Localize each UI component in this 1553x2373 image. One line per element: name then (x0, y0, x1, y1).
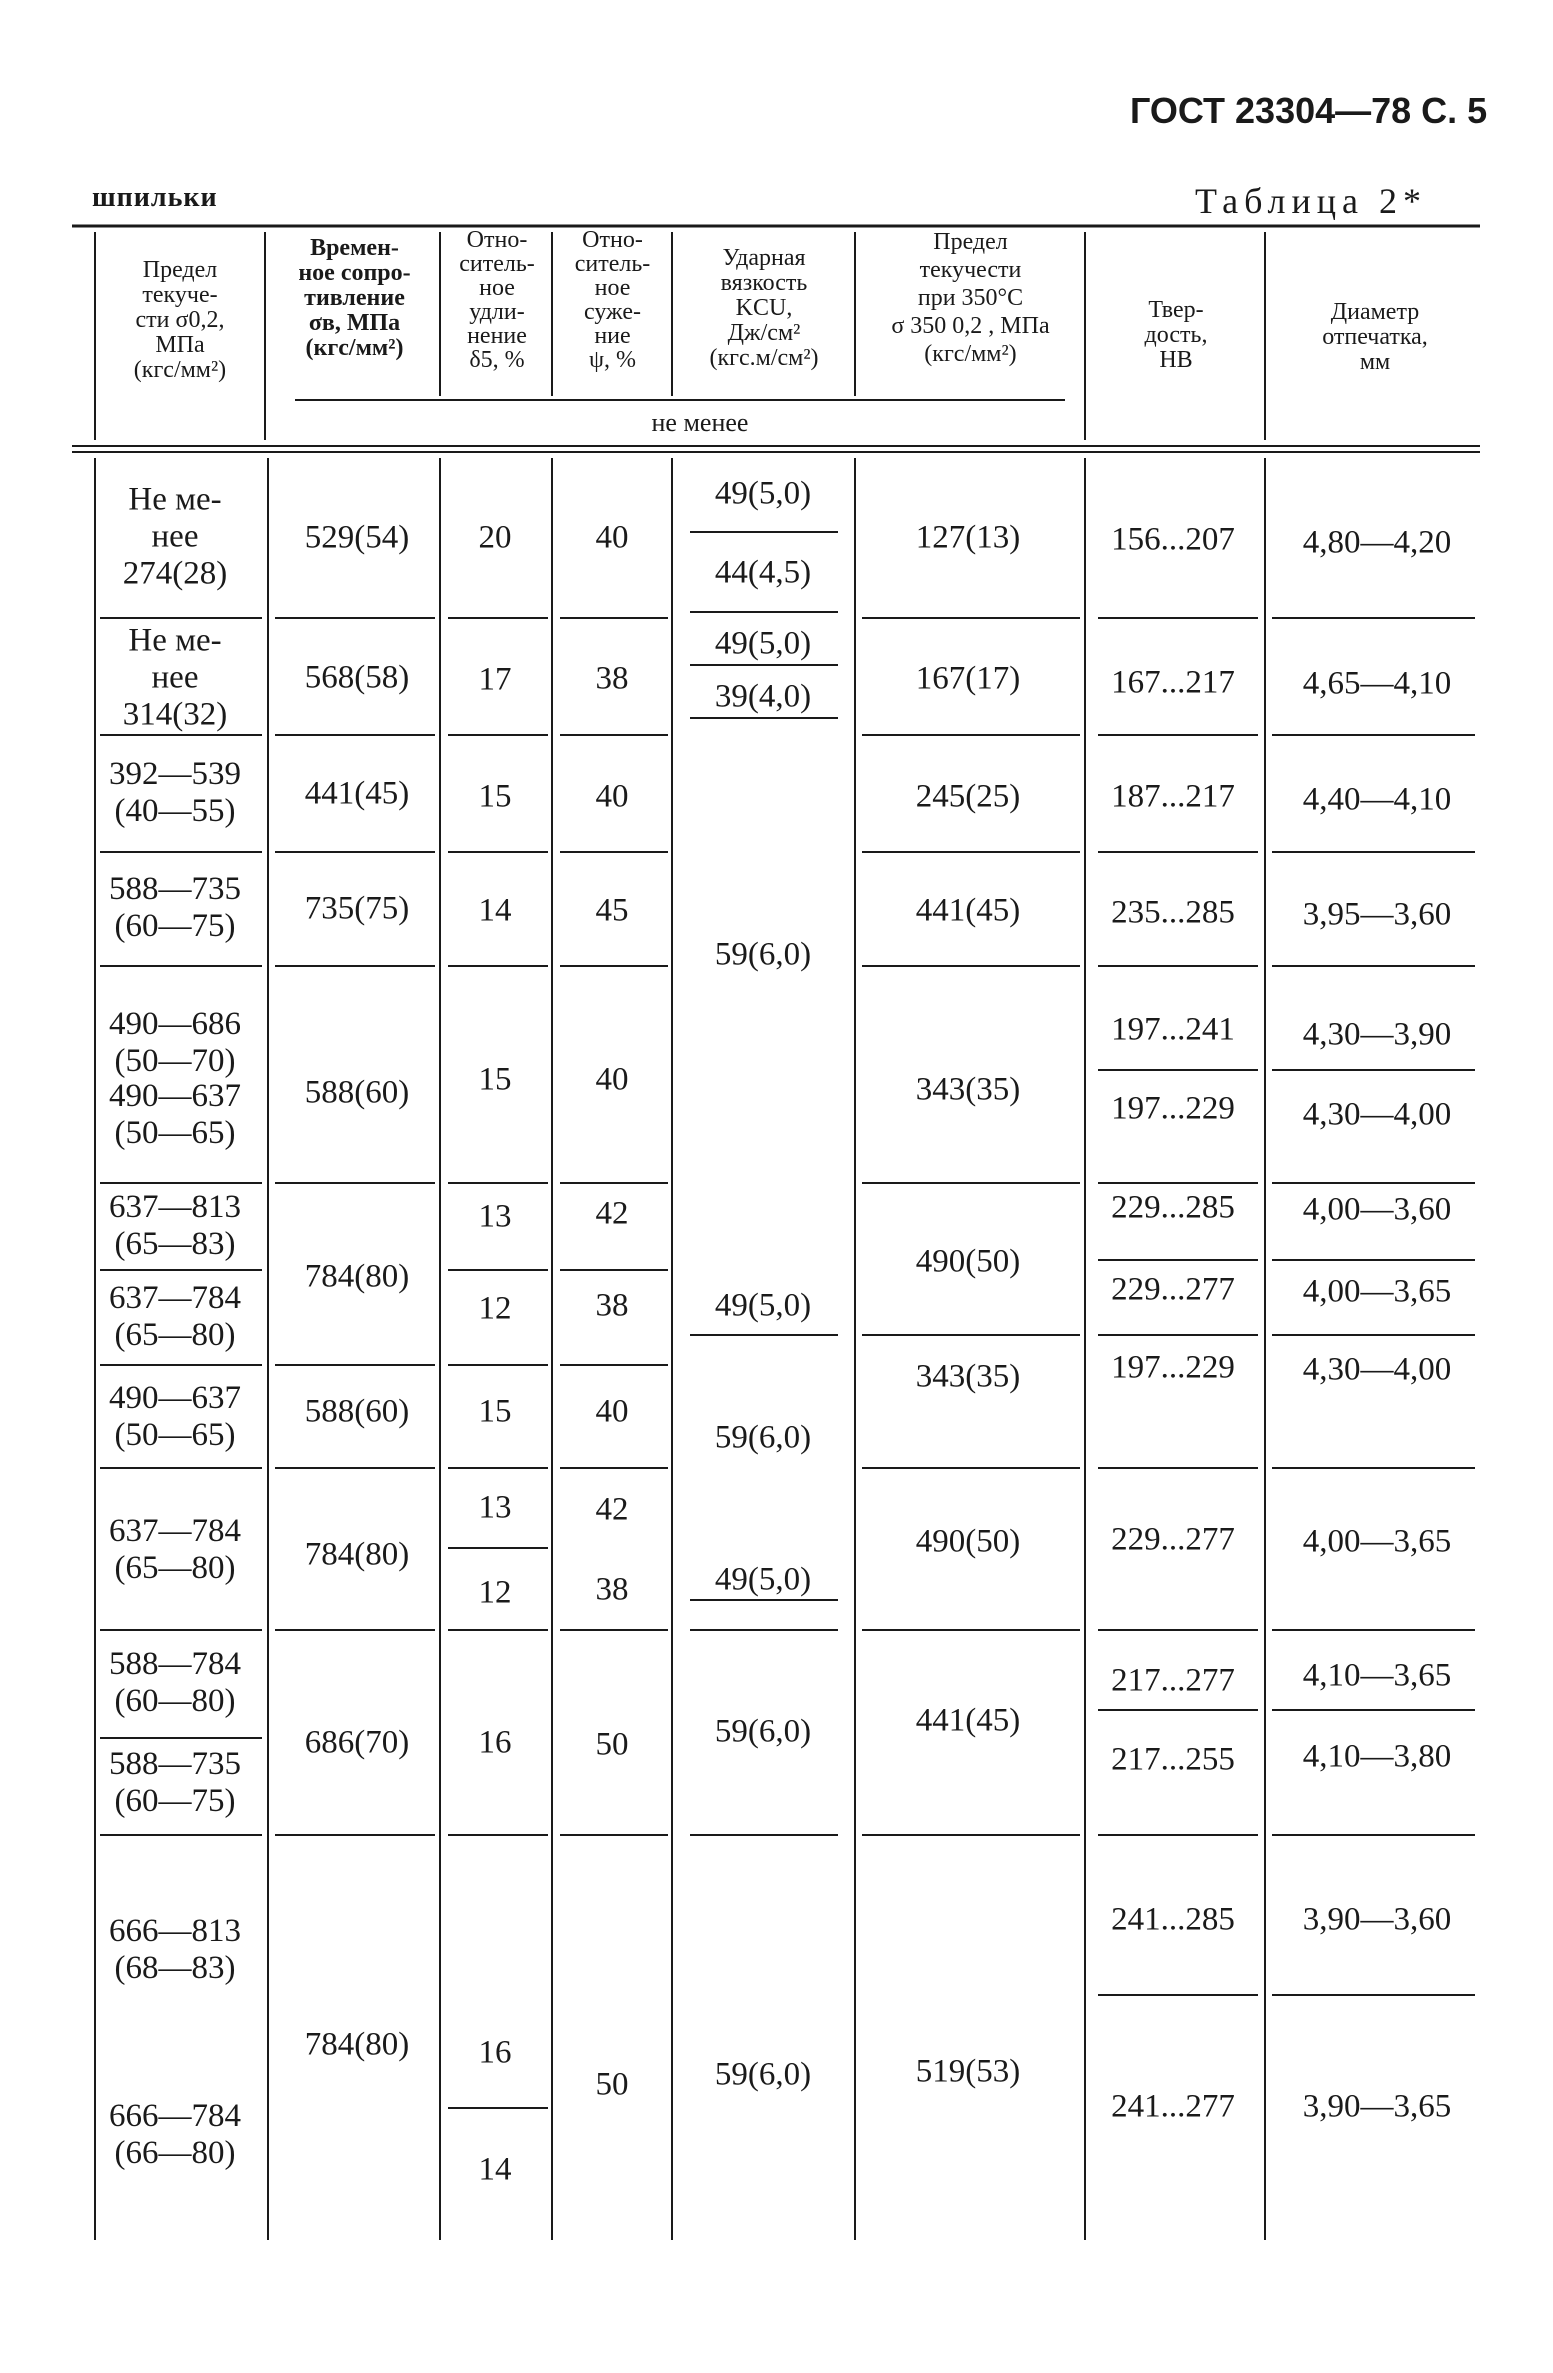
reduction-cell: 42 (595, 1195, 629, 1232)
cell-line: (65—83) (114, 1226, 236, 1262)
yield-cell (109, 1913, 241, 1987)
header-line: ное (594, 275, 631, 301)
reduction-cell: 40 (595, 1061, 629, 1098)
header-line: ное сопро- (298, 260, 411, 286)
header-line: Диаметр (1330, 299, 1420, 325)
cell-line: 490—686 (109, 1006, 241, 1042)
header-line: сти σ0,2, (135, 307, 225, 333)
section-label: шпильки (92, 182, 218, 213)
header-line: нение (467, 323, 527, 349)
header-line: НВ (1159, 347, 1193, 373)
cell-line: (40—55) (114, 793, 236, 829)
diameter-cell: 4,10—3,65 (1302, 1657, 1452, 1694)
elongation-cell: 14 (478, 2151, 512, 2188)
cell-line: 588—784 (109, 1646, 241, 1682)
cell-line: 392—539 (109, 756, 241, 792)
header-line: Отно- (582, 227, 643, 253)
yield350-cell: 519(53) (915, 2053, 1021, 2090)
elongation-cell: 13 (478, 1198, 512, 1235)
yield350-cell: 490(50) (915, 1523, 1021, 1560)
header-tensile (272, 236, 437, 361)
elongation-cell: 12 (478, 1574, 512, 1611)
reduction-cell: 40 (595, 519, 629, 556)
hardness-cell: 217...255 (1111, 1741, 1235, 1778)
cell-line: (65—80) (114, 1317, 236, 1353)
yield350-cell: 167(17) (915, 660, 1021, 697)
header-impact (676, 246, 852, 371)
cell-line: 637—813 (109, 1189, 241, 1225)
hardness-cell: 187...217 (1111, 778, 1235, 815)
header-line: Ударная (722, 245, 806, 271)
yield-cell (109, 1006, 241, 1080)
yield-cell (109, 756, 241, 830)
impact-cell: 49(5,0) (714, 1287, 812, 1324)
yield350-cell: 343(35) (915, 1358, 1021, 1395)
yield-cell (109, 1746, 241, 1820)
impact-cell: 49(5,0) (714, 475, 812, 512)
cell-line: (50—65) (114, 1417, 236, 1453)
cell-line: (66—80) (114, 2135, 236, 2171)
header-line: Предел (933, 229, 1008, 255)
cell-line: 637—784 (109, 1513, 241, 1549)
yield350-cell: 490(50) (915, 1243, 1021, 1280)
elongation-cell: 15 (478, 778, 512, 815)
diameter-cell: 4,65—4,10 (1302, 665, 1452, 702)
table-label: Таблица 2* (1195, 181, 1427, 221)
cell-line: 490—637 (109, 1380, 241, 1416)
header-line: отпечатка, (1322, 324, 1428, 350)
diameter-cell: 4,30—4,00 (1302, 1351, 1452, 1388)
cell-line: нее (151, 659, 199, 696)
yield-cell (123, 623, 227, 734)
diameter-cell: 3,95—3,60 (1302, 896, 1452, 933)
cell-line: (68—83) (114, 1950, 236, 1986)
hardness-cell: 167...217 (1111, 664, 1235, 701)
header-diameter (1270, 300, 1480, 375)
header-line: Времен- (310, 235, 399, 261)
cell-line: 637—784 (109, 1280, 241, 1316)
header-line: МПа (155, 332, 205, 358)
impact-cell: 44(4,5) (714, 554, 812, 591)
cell-line: 666—813 (109, 1913, 241, 1949)
header-line: тивление (304, 285, 405, 311)
tensile-cell: 784(80) (304, 2026, 410, 2063)
reduction-cell: 50 (595, 2066, 629, 2103)
cell-line: 588—735 (109, 871, 241, 907)
impact-cell: 59(6,0) (714, 1713, 812, 1750)
tensile-cell: 686(70) (304, 1724, 410, 1761)
header-line: текуче- (142, 282, 218, 308)
header-line: суже- (584, 299, 641, 325)
yield-cell (109, 1513, 241, 1587)
tensile-cell: 784(80) (304, 1258, 410, 1295)
diameter-cell: 4,40—4,10 (1302, 781, 1452, 818)
header-line: ное (479, 275, 515, 301)
hardness-cell: 217...277 (1111, 1662, 1235, 1699)
elongation-cell: 16 (478, 2034, 512, 2071)
header-yield-350 (858, 228, 1083, 368)
reduction-cell: 40 (595, 1393, 629, 1430)
reduction-cell: 38 (595, 660, 629, 697)
cell-line: 588—735 (109, 1746, 241, 1782)
cell-line: 274(28) (122, 555, 228, 592)
elongation-cell: 16 (478, 1724, 512, 1761)
header-line: Твер- (1148, 297, 1204, 323)
header-line: ситель- (574, 251, 651, 277)
yield-cell (109, 1380, 241, 1454)
yield-cell (109, 1646, 241, 1720)
hardness-cell: 197...229 (1111, 1349, 1235, 1386)
diameter-cell: 4,00—3,65 (1302, 1523, 1452, 1560)
yield-cell (109, 2098, 241, 2172)
header-line: вязкость (720, 270, 808, 296)
elongation-cell: 17 (478, 661, 512, 698)
header-line: KCU, (735, 295, 793, 321)
diameter-cell: 4,00—3,60 (1302, 1191, 1452, 1228)
reduction-cell: 45 (595, 892, 629, 929)
cell-line: Не ме- (128, 481, 222, 518)
tensile-cell: 529(54) (304, 519, 410, 556)
elongation-cell: 14 (478, 892, 512, 929)
impact-cell: 59(6,0) (714, 1419, 812, 1456)
reduction-cell: 38 (595, 1571, 629, 1608)
tensile-cell: 441(45) (304, 775, 410, 812)
diameter-cell: 3,90—3,60 (1302, 1901, 1452, 1938)
header-line: текучести (919, 257, 1022, 283)
header-line: дость, (1144, 322, 1208, 348)
header-yield (100, 258, 260, 383)
hardness-cell: 156...207 (1111, 521, 1235, 558)
hardness-cell: 229...277 (1111, 1271, 1235, 1308)
cell-line: (60—75) (114, 1783, 236, 1819)
reduction-cell: 50 (595, 1726, 629, 1763)
hardness-cell: 197...229 (1111, 1090, 1235, 1127)
cell-line: (50—65) (114, 1115, 236, 1151)
header-hardness (1090, 298, 1262, 373)
header-line: (кгс/мм²) (133, 357, 227, 383)
elongation-cell: 13 (478, 1489, 512, 1526)
diameter-cell: 3,90—3,65 (1302, 2088, 1452, 2125)
cell-line: Не ме- (128, 622, 222, 659)
impact-cell: 59(6,0) (714, 2056, 812, 2093)
hardness-cell: 229...285 (1111, 1189, 1235, 1226)
tensile-cell: 735(75) (304, 890, 410, 927)
cell-line: (65—80) (114, 1550, 236, 1586)
diameter-cell: 4,10—3,80 (1302, 1738, 1452, 1775)
header-line: σв, МПа (308, 310, 401, 336)
yield350-cell: 441(45) (915, 1702, 1021, 1739)
yield-cell (109, 1078, 241, 1152)
tensile-cell: 588(60) (304, 1393, 410, 1430)
yield350-cell: 127(13) (915, 519, 1021, 556)
reduction-cell: 40 (595, 778, 629, 815)
yield-cell (109, 1280, 241, 1354)
header-line: Предел (142, 257, 218, 283)
reduction-cell: 38 (595, 1287, 629, 1324)
cell-line: (60—80) (114, 1683, 236, 1719)
header-line: δ5, % (469, 347, 525, 373)
tensile-cell: 568(58) (304, 659, 410, 696)
header-line: (кгс/мм²) (305, 335, 404, 361)
header-line: Отно- (466, 227, 528, 253)
impact-cell: 59(6,0) (714, 936, 812, 973)
elongation-cell: 12 (478, 1290, 512, 1327)
tensile-cell: 784(80) (304, 1536, 410, 1573)
cell-line: (50—70) (114, 1043, 236, 1079)
header-line: ние (594, 323, 631, 349)
header-line: (кгс.м/см²) (709, 345, 819, 371)
diameter-cell: 4,00—3,65 (1302, 1273, 1452, 1310)
elongation-cell: 15 (478, 1061, 512, 1098)
header-line: удли- (469, 299, 525, 325)
header-line: при 350°С (917, 285, 1024, 311)
yield350-cell: 245(25) (915, 778, 1021, 815)
elongation-cell: 15 (478, 1393, 512, 1430)
hardness-cell: 241...277 (1111, 2088, 1235, 2125)
diameter-cell: 4,30—4,00 (1302, 1096, 1452, 1133)
header-line: σ 350 0,2 , МПа (891, 313, 1050, 339)
document-header: ГОСТ 23304—78 С. 5 (1130, 90, 1488, 131)
yield350-cell: 343(35) (915, 1071, 1021, 1108)
impact-cell: 49(5,0) (714, 1561, 812, 1598)
cell-line: (60—75) (114, 908, 236, 944)
header-reduction (555, 228, 670, 372)
yield-cell (109, 871, 241, 945)
diameter-cell: 4,80—4,20 (1302, 524, 1452, 561)
tensile-cell: 588(60) (304, 1074, 410, 1111)
hardness-cell: 241...285 (1111, 1901, 1235, 1938)
header-line: мм (1359, 349, 1391, 375)
hardness-cell: 229...277 (1111, 1521, 1235, 1558)
hardness-cell: 197...241 (1111, 1011, 1235, 1048)
cell-line: 666—784 (109, 2098, 241, 2134)
hardness-cell: 235...285 (1111, 894, 1235, 931)
header-elongation (443, 228, 551, 372)
header-not-less: не менее (651, 408, 749, 437)
impact-cell: 39(4,0) (714, 678, 812, 715)
cell-line: 490—637 (109, 1078, 241, 1114)
reduction-cell: 42 (595, 1491, 629, 1528)
elongation-cell: 20 (478, 519, 512, 556)
diameter-cell: 4,30—3,90 (1302, 1016, 1452, 1053)
yield-cell (109, 1189, 241, 1263)
cell-line: 314(32) (122, 696, 228, 733)
header-line: ситель- (459, 251, 535, 277)
cell-line: нее (151, 518, 199, 555)
yield350-cell: 441(45) (915, 892, 1021, 929)
yield-cell (123, 482, 227, 593)
impact-cell: 49(5,0) (714, 625, 812, 662)
header-line: Дж/см² (727, 320, 801, 346)
header-line: ψ, % (588, 347, 636, 373)
header-line: (кгс/мм²) (924, 341, 1017, 367)
